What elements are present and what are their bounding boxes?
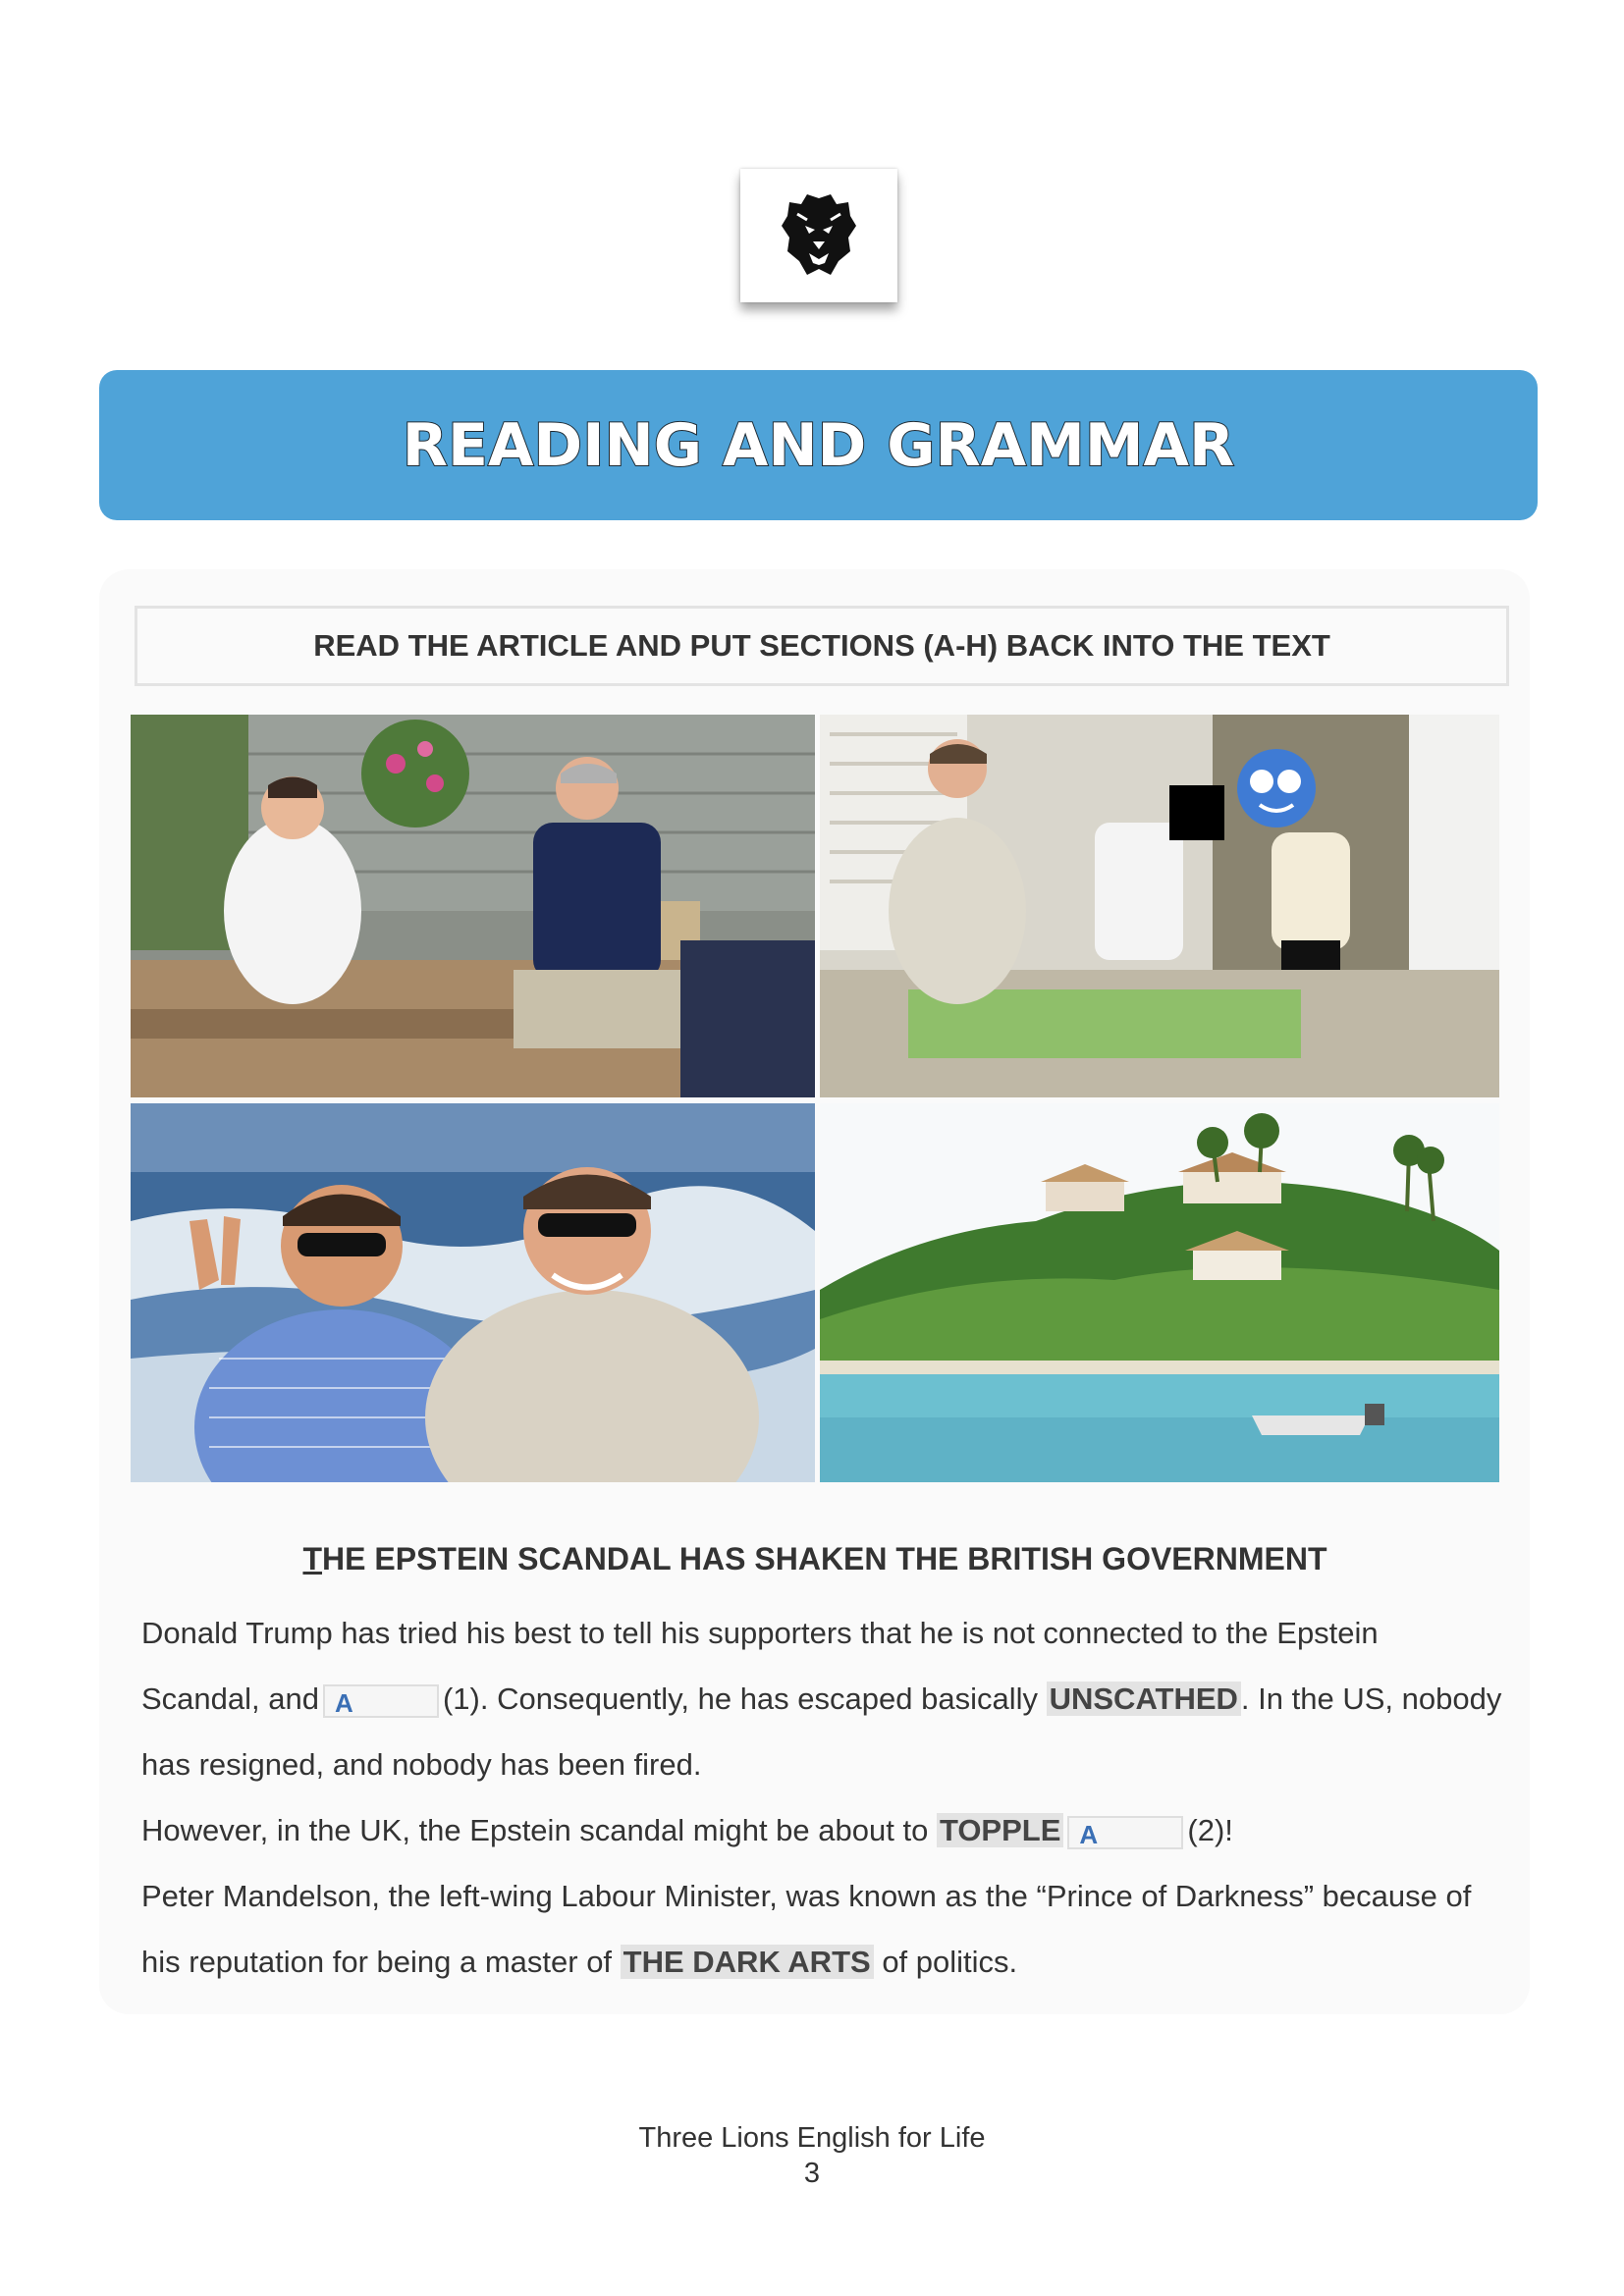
line-5-text: Peter Mandelson, the left-wing Labour Minister, was known as the “Prince of Darkness” because of	[141, 1879, 1472, 1913]
line-2-text-b: (1). Consequently, he has escaped basically	[442, 1682, 1038, 1716]
blank-2-input[interactable]: A	[1067, 1816, 1183, 1849]
article-line-5	[141, 1863, 1506, 1929]
title-rest: HE EPSTEIN SCANDAL HAS SHAKEN THE BRITISH GOVERNMENT	[322, 1541, 1327, 1576]
line-3-text: has resigned, and nobody has been fired.	[141, 1747, 702, 1782]
line-6-text-a: his reputation for being a master of	[141, 1945, 613, 1979]
line-4-text-a: However, in the UK, the Epstein scandal might be about to	[141, 1813, 929, 1847]
section-banner	[99, 370, 1538, 520]
article-line-2	[141, 1666, 1506, 1732]
photo-island-villas	[820, 1103, 1499, 1482]
article-line-6	[141, 1929, 1506, 1995]
line-2-text-c: . In the US, nobody	[1240, 1682, 1502, 1716]
line-6-text-b: of politics.	[882, 1945, 1018, 1979]
instruction-box	[135, 606, 1509, 686]
line-1-text: Donald Trump has tried his best to tell his supporters that he is not connected to the Epstein	[141, 1616, 1379, 1650]
article-title	[131, 1541, 1499, 1577]
title-first-letter: T	[302, 1541, 323, 1576]
article-line-1	[141, 1600, 1506, 1666]
page-number: 3	[803, 2158, 821, 2189]
photo-deck-bathrobe	[131, 715, 815, 1097]
banner-title: READING AND GRAMMAR	[402, 410, 1235, 480]
vocab-topple: TOPPLE	[937, 1813, 1063, 1847]
logo-card	[740, 169, 897, 302]
article-line-3	[141, 1732, 1506, 1797]
photo-villa-dining	[820, 715, 1499, 1097]
vocab-unscathed: UNSCATHED	[1047, 1682, 1241, 1716]
blank-1-input[interactable]: A	[323, 1684, 439, 1718]
footer-brand: Three Lions English for Life	[638, 2122, 986, 2154]
article-body	[141, 1600, 1506, 1995]
page-footer	[0, 2120, 1624, 2191]
vocab-dark-arts: THE DARK ARTS	[621, 1945, 874, 1979]
instruction-text: READ THE ARTICLE AND PUT SECTIONS (A-H) BACK INTO THE TEXT	[313, 628, 1330, 663]
line-2-text-a: Scandal, and	[141, 1682, 319, 1716]
article-line-4	[141, 1797, 1506, 1863]
lion-head-icon	[780, 192, 858, 279]
line-4-text-b: (2)!	[1187, 1813, 1233, 1847]
photo-boat-selfie	[131, 1103, 815, 1482]
